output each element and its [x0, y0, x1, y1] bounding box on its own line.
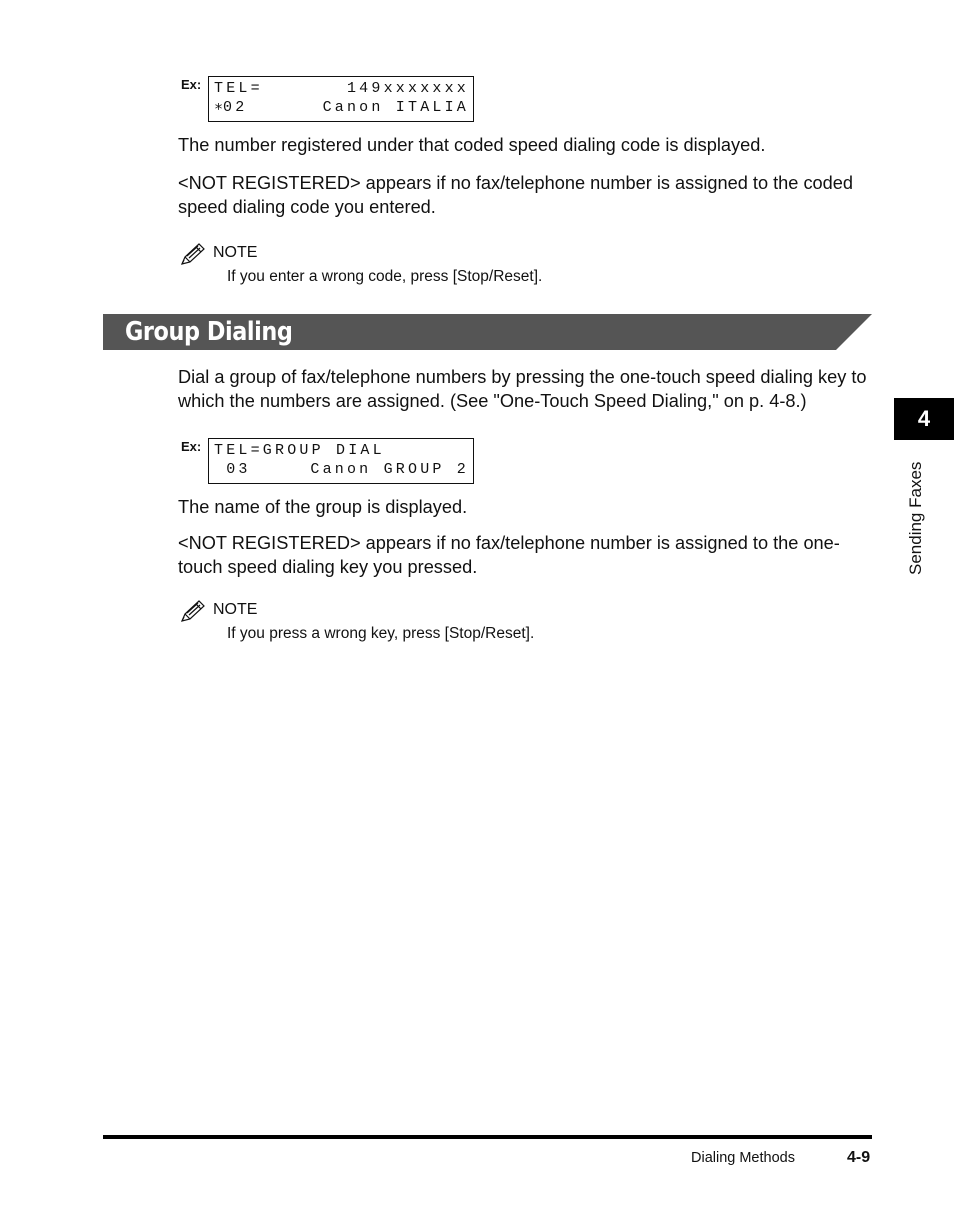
lcd-text: TEL=: [214, 80, 263, 97]
lcd-display-example: [208, 438, 474, 484]
note-text: If you enter a wrong code, press [Stop/Reset].: [227, 268, 543, 285]
lcd-text: 149xxxxxxx: [346, 80, 469, 97]
lcd-text: Canon ITALIA: [322, 99, 469, 116]
lcd-text: Canon GROUP 2: [310, 461, 469, 478]
footer-section: Dialing Methods: [691, 1150, 795, 1166]
example-label: Ex:: [181, 439, 202, 454]
lcd-line-1: [214, 79, 473, 98]
body-paragraph: The number registered under that coded speed dialing code is displayed.: [178, 135, 766, 155]
body-paragraph: Dial a group of fax/telephone numbers by pressing the one-touch speed dialing key to which the numbers are assigned. (See "One-Touch Speed Dialing," on p. 4-8.): [178, 367, 867, 411]
lcd-text: 03: [214, 461, 251, 478]
body-paragraph: The name of the group is displayed.: [178, 497, 468, 517]
note-title: NOTE: [213, 601, 258, 618]
body-paragraph: <NOT REGISTERED> appears if no fax/telephone number is assigned to the coded speed dialing code you entered.: [178, 173, 853, 217]
pencil-icon: [179, 242, 207, 266]
lcd-display-example: [208, 76, 474, 122]
footer-rule: [103, 1135, 872, 1139]
section-title: Group Dialing: [125, 317, 293, 347]
note-text: If you press a wrong key, press [Stop/Reset].: [227, 625, 535, 642]
note-title: NOTE: [213, 244, 258, 261]
section-banner: [103, 314, 872, 350]
lcd-line-2: [214, 98, 473, 117]
lcd-text: TEL=GROUP DIAL: [214, 442, 385, 459]
lcd-line-2: [214, 460, 473, 479]
lcd-text: ∗02: [214, 99, 248, 116]
lcd-line-1: [214, 441, 473, 460]
chapter-side-label: Sending Faxes: [906, 461, 925, 575]
asterisk-icon: ∗: [214, 99, 224, 116]
body-paragraph: <NOT REGISTERED> appears if no fax/telephone number is assigned to the one-touch speed dialing key you pressed.: [178, 533, 840, 577]
pencil-icon: [179, 599, 207, 623]
example-label: Ex:: [181, 77, 202, 92]
chapter-tab: 4: [894, 398, 954, 440]
page-number: 4-9: [847, 1149, 871, 1166]
